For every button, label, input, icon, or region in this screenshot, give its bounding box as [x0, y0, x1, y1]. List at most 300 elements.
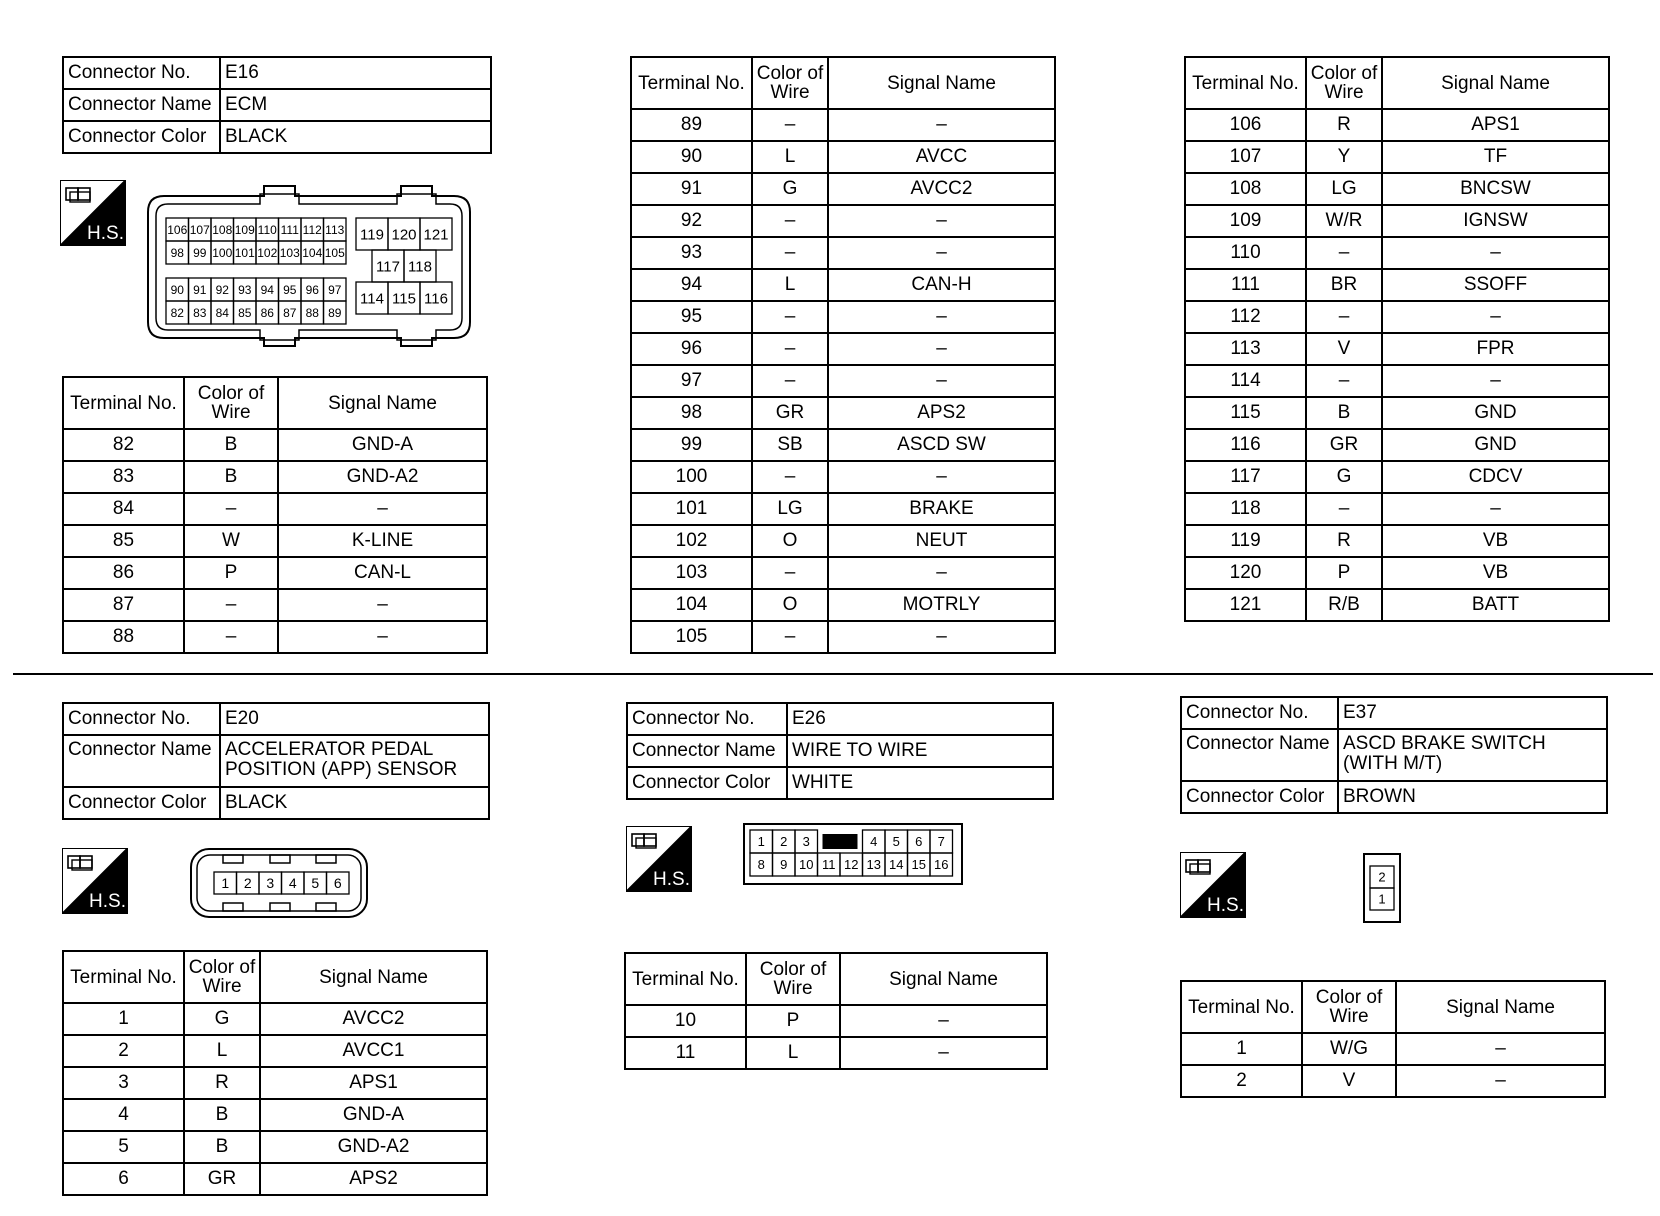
pin-number: 115	[392, 290, 416, 308]
table-row	[625, 1005, 1047, 1037]
wire-color-cell: BR	[1306, 269, 1382, 301]
wire-color-cell: SB	[752, 429, 828, 461]
pin-number: 111	[280, 222, 299, 237]
terminal-cell: 5	[63, 1131, 184, 1163]
wire-color-cell: Y	[1306, 141, 1382, 173]
pin-number: 11	[822, 857, 836, 873]
signal-name-cell: VB	[1382, 525, 1609, 557]
terminal-cell: 82	[63, 429, 184, 461]
table-row	[1185, 557, 1609, 589]
e16-table-3	[1184, 56, 1610, 622]
terminal-cell: 113	[1185, 333, 1306, 365]
pin-number: 2	[243, 875, 252, 892]
pin-number: 3	[266, 875, 275, 892]
signal-name-cell: BNCSW	[1382, 173, 1609, 205]
e20-connector-name: ACCELERATOR PEDAL POSITION (APP) SENSOR	[220, 735, 489, 787]
signal-name-cell: GND-A2	[278, 461, 487, 493]
e16-connector-color: BLACK	[220, 121, 491, 153]
hs-icon	[62, 848, 128, 914]
signal-name-header: Signal Name	[1396, 981, 1605, 1033]
signal-name-cell: GND-A2	[260, 1131, 487, 1163]
terminal-cell: 92	[631, 205, 752, 237]
table-row	[1185, 525, 1609, 557]
pin-number: 104	[302, 245, 323, 260]
pin-number: 89	[328, 305, 342, 320]
table-row	[63, 1067, 487, 1099]
terminal-cell: 91	[631, 173, 752, 205]
signal-name-cell: –	[828, 237, 1055, 269]
terminal-cell: 85	[63, 525, 184, 557]
e37-pin-column	[1370, 866, 1394, 910]
signal-name-cell: –	[1396, 1033, 1605, 1065]
wire-color-cell: R/B	[1306, 589, 1382, 621]
wire-color-cell: V	[1302, 1065, 1396, 1097]
e16-table-2-body	[631, 109, 1055, 653]
signal-name-cell: GND-A	[260, 1099, 487, 1131]
signal-name-cell: –	[840, 1037, 1047, 1069]
wire-color-cell: P	[746, 1005, 840, 1037]
pin-number: 114	[360, 290, 384, 308]
wire-color-cell: LG	[1306, 173, 1382, 205]
table-row	[1185, 269, 1609, 301]
e20-connector-diagram	[188, 846, 372, 920]
table-row	[631, 493, 1055, 525]
connector-name-label: Connector Name	[627, 735, 787, 767]
terminal-cell: 112	[1185, 301, 1306, 333]
wire-color-cell: –	[1306, 493, 1382, 525]
connector-no-label: Connector No.	[63, 703, 220, 735]
wire-color-cell: L	[746, 1037, 840, 1069]
terminal-cell: 84	[63, 493, 184, 525]
wire-color-cell: W/R	[1306, 205, 1382, 237]
terminal-cell: 118	[1185, 493, 1306, 525]
pin-number: 1	[221, 875, 230, 892]
wire-color-cell: R	[1306, 109, 1382, 141]
wire-color-cell: G	[184, 1003, 260, 1035]
e16-table-2	[630, 56, 1056, 654]
table-row	[631, 365, 1055, 397]
table-row	[63, 1099, 487, 1131]
signal-name-cell: IGNSW	[1382, 205, 1609, 237]
signal-name-cell: APS2	[828, 397, 1055, 429]
color-of-wire-header: Color of Wire	[184, 377, 278, 429]
e20-connector-no: E20	[220, 703, 489, 735]
table-row	[631, 141, 1055, 173]
signal-name-cell: CDCV	[1382, 461, 1609, 493]
pin-number: 95	[283, 282, 297, 297]
signal-name-cell: FPR	[1382, 333, 1609, 365]
terminal-cell: 98	[631, 397, 752, 429]
terminal-cell: 108	[1185, 173, 1306, 205]
e37-info-table	[1180, 696, 1608, 814]
e37-connector-diagram	[1362, 852, 1402, 924]
terminal-cell: 90	[631, 141, 752, 173]
table-row	[631, 205, 1055, 237]
wire-color-cell: B	[184, 1099, 260, 1131]
wire-color-cell: –	[752, 621, 828, 653]
pin-number: 12	[844, 857, 859, 873]
pin-number: 96	[305, 282, 319, 297]
signal-name-cell: SSOFF	[1382, 269, 1609, 301]
connector-no-label: Connector No.	[1181, 697, 1338, 729]
wire-color-cell: R	[1306, 525, 1382, 557]
wire-color-cell: GR	[1306, 429, 1382, 461]
pin-number: 90	[170, 282, 184, 297]
pin-number: 98	[170, 245, 184, 260]
terminal-cell: 107	[1185, 141, 1306, 173]
terminal-no-header: Terminal No.	[1181, 981, 1302, 1033]
table-row	[63, 557, 487, 589]
connector-name-label: Connector Name	[63, 735, 220, 787]
signal-name-cell: –	[1382, 365, 1609, 397]
pin-number: 116	[424, 290, 448, 308]
pin-number: 6	[333, 875, 342, 892]
signal-name-cell: GND	[1382, 429, 1609, 461]
signal-name-cell: –	[828, 461, 1055, 493]
wire-color-cell: GR	[752, 397, 828, 429]
table-row	[63, 1131, 487, 1163]
signal-name-cell: –	[278, 621, 487, 653]
signal-name-cell: MOTRLY	[828, 589, 1055, 621]
pin-number: 113	[325, 222, 345, 237]
pin-number: 5	[892, 834, 900, 850]
pin-number: 97	[328, 282, 342, 297]
wire-color-cell: –	[184, 493, 278, 525]
table-row	[1185, 237, 1609, 269]
signal-name-cell: NEUT	[828, 525, 1055, 557]
table-row	[1185, 173, 1609, 205]
pin-number: 10	[799, 857, 814, 873]
wire-color-cell: O	[752, 525, 828, 557]
connector-no-label: Connector No.	[63, 57, 220, 89]
signal-name-cell: BRAKE	[828, 493, 1055, 525]
terminal-no-header: Terminal No.	[63, 951, 184, 1003]
pin-number: 94	[260, 282, 274, 297]
wire-color-cell: –	[184, 589, 278, 621]
pin-number: 7	[937, 834, 945, 850]
table-row	[1185, 333, 1609, 365]
table-row	[1185, 461, 1609, 493]
terminal-cell: 110	[1185, 237, 1306, 269]
terminal-cell: 2	[1181, 1065, 1302, 1097]
hs-label: H.S.	[89, 891, 126, 912]
pin-number: 102	[257, 245, 278, 260]
table-row	[631, 269, 1055, 301]
pin-number: 82	[170, 305, 184, 320]
table-row	[631, 525, 1055, 557]
pin-number: 6	[915, 834, 923, 850]
table-row	[1181, 1033, 1605, 1065]
terminal-cell: 106	[1185, 109, 1306, 141]
terminal-cell: 1	[63, 1003, 184, 1035]
terminal-cell: 104	[631, 589, 752, 621]
wire-color-cell: –	[752, 365, 828, 397]
hs-label: H.S.	[1207, 895, 1244, 916]
table-row	[63, 493, 487, 525]
terminal-no-header: Terminal No.	[631, 57, 752, 109]
signal-name-cell: CAN-L	[278, 557, 487, 589]
signal-name-cell: –	[840, 1005, 1047, 1037]
table-row	[1181, 1065, 1605, 1097]
connector-color-label: Connector Color	[63, 787, 220, 819]
table-row	[63, 1163, 487, 1195]
table-row	[1185, 205, 1609, 237]
terminal-cell: 96	[631, 333, 752, 365]
pin-number: 119	[360, 226, 384, 244]
terminal-cell: 10	[625, 1005, 746, 1037]
terminal-cell: 93	[631, 237, 752, 269]
wire-color-cell: L	[752, 141, 828, 173]
signal-name-cell: –	[828, 205, 1055, 237]
signal-name-cell: –	[828, 301, 1055, 333]
connector-name-label: Connector Name	[1181, 729, 1338, 781]
pin-number: 88	[305, 305, 319, 320]
wire-color-cell: B	[184, 429, 278, 461]
signal-name-cell: –	[828, 557, 1055, 589]
pin-number: 99	[193, 245, 207, 260]
table-row	[631, 621, 1055, 653]
terminal-cell: 115	[1185, 397, 1306, 429]
wire-color-cell: –	[752, 461, 828, 493]
signal-name-header: Signal Name	[260, 951, 487, 1003]
wire-color-cell: LG	[752, 493, 828, 525]
terminal-cell: 105	[631, 621, 752, 653]
signal-name-header: Signal Name	[1382, 57, 1609, 109]
e26-pin-grid	[750, 830, 953, 876]
pin-number: 93	[238, 282, 252, 297]
terminal-cell: 3	[63, 1067, 184, 1099]
e37-table	[1180, 980, 1606, 1098]
pin-number: 100	[212, 245, 233, 260]
table-row	[63, 589, 487, 621]
hs-icon	[60, 180, 126, 246]
terminal-cell: 11	[625, 1037, 746, 1069]
signal-name-cell: –	[278, 493, 487, 525]
signal-name-cell: –	[828, 109, 1055, 141]
table-row	[63, 429, 487, 461]
wire-color-cell: B	[184, 461, 278, 493]
pin-number: 101	[234, 245, 255, 260]
terminal-cell: 1	[1181, 1033, 1302, 1065]
e26-table	[624, 952, 1048, 1070]
signal-name-cell: AVCC2	[828, 173, 1055, 205]
terminal-cell: 120	[1185, 557, 1306, 589]
wire-color-cell: L	[184, 1035, 260, 1067]
e37-table-body	[1181, 1033, 1605, 1097]
terminal-no-header: Terminal No.	[625, 953, 746, 1005]
connector-no-label: Connector No.	[627, 703, 787, 735]
pin-number: 16	[934, 857, 949, 873]
table-row	[631, 333, 1055, 365]
wire-color-cell: P	[1306, 557, 1382, 589]
terminal-cell: 109	[1185, 205, 1306, 237]
signal-name-cell: VB	[1382, 557, 1609, 589]
e26-connector-no: E26	[787, 703, 1053, 735]
signal-name-cell: AVCC2	[260, 1003, 487, 1035]
e20-table-body	[63, 1003, 487, 1195]
color-of-wire-header: Color of Wire	[1302, 981, 1396, 1033]
wire-color-cell: P	[184, 557, 278, 589]
signal-name-cell: –	[1382, 301, 1609, 333]
pin-number: 14	[889, 857, 904, 873]
pin-number: 85	[238, 305, 252, 320]
terminal-no-header: Terminal No.	[1185, 57, 1306, 109]
terminal-cell: 6	[63, 1163, 184, 1195]
signal-name-cell: AVCC	[828, 141, 1055, 173]
e16-connector-no: E16	[220, 57, 491, 89]
pin-number: 118	[408, 258, 432, 276]
table-row	[631, 557, 1055, 589]
table-row	[1185, 109, 1609, 141]
section-divider	[13, 673, 1653, 675]
e26-connector-color: WHITE	[787, 767, 1053, 799]
wire-color-cell: G	[1306, 461, 1382, 493]
terminal-cell: 88	[63, 621, 184, 653]
wire-color-cell: –	[752, 109, 828, 141]
terminal-cell: 95	[631, 301, 752, 333]
pin-number: 1	[1378, 891, 1386, 907]
terminal-cell: 117	[1185, 461, 1306, 493]
keyway-block	[823, 834, 858, 849]
pin-number: 4	[288, 875, 297, 892]
table-row	[631, 429, 1055, 461]
wire-color-cell: B	[1306, 397, 1382, 429]
pin-number: 86	[260, 305, 274, 320]
terminal-cell: 86	[63, 557, 184, 589]
pin-number: 92	[215, 282, 229, 297]
hs-label: H.S.	[87, 223, 124, 244]
signal-name-cell: –	[828, 621, 1055, 653]
table-row	[631, 461, 1055, 493]
e16-pin-grid	[166, 218, 452, 324]
wire-color-cell: W	[184, 525, 278, 557]
wire-color-cell: L	[752, 269, 828, 301]
pin-number: 91	[193, 282, 207, 297]
table-row	[63, 621, 487, 653]
pin-number: 3	[802, 834, 810, 850]
pin-number: 110	[257, 222, 277, 237]
connector-color-label: Connector Color	[63, 121, 220, 153]
table-row	[631, 109, 1055, 141]
e16-info-table	[62, 56, 492, 154]
terminal-cell: 83	[63, 461, 184, 493]
pin-number: 105	[324, 245, 345, 260]
e16-table-1	[62, 376, 488, 654]
signal-name-cell: GND	[1382, 397, 1609, 429]
color-of-wire-header: Color of Wire	[746, 953, 840, 1005]
signal-name-cell: ASCD SW	[828, 429, 1055, 461]
wire-color-cell: R	[184, 1067, 260, 1099]
wire-color-cell: –	[752, 237, 828, 269]
signal-name-cell: GND-A	[278, 429, 487, 461]
color-of-wire-header: Color of Wire	[1306, 57, 1382, 109]
pin-number: 8	[757, 857, 765, 873]
pin-number: 5	[311, 875, 320, 892]
e16-connector-diagram	[144, 180, 484, 354]
e37-connector-no: E37	[1338, 697, 1607, 729]
e16-table-1-body	[63, 429, 487, 653]
signal-name-cell: TF	[1382, 141, 1609, 173]
signal-name-cell: –	[1382, 237, 1609, 269]
terminal-cell: 97	[631, 365, 752, 397]
pin-number: 15	[911, 857, 926, 873]
wire-color-cell: B	[184, 1131, 260, 1163]
e20-connector-color: BLACK	[220, 787, 489, 819]
connector-color-label: Connector Color	[627, 767, 787, 799]
connector-name-label: Connector Name	[63, 89, 220, 121]
terminal-cell: 111	[1185, 269, 1306, 301]
table-row	[631, 237, 1055, 269]
pin-number: 9	[780, 857, 788, 873]
wire-color-cell: –	[1306, 365, 1382, 397]
table-row	[1185, 365, 1609, 397]
terminal-cell: 116	[1185, 429, 1306, 461]
terminal-cell: 102	[631, 525, 752, 557]
terminal-cell: 99	[631, 429, 752, 461]
table-row	[1185, 493, 1609, 525]
wire-color-cell: G	[752, 173, 828, 205]
pin-number: 112	[302, 222, 322, 237]
wire-color-cell: –	[752, 557, 828, 589]
table-row	[631, 301, 1055, 333]
terminal-cell: 94	[631, 269, 752, 301]
signal-name-header: Signal Name	[840, 953, 1047, 1005]
pin-number: 117	[376, 258, 400, 276]
pin-number: 103	[279, 245, 300, 260]
e16-connector-name: ECM	[220, 89, 491, 121]
signal-name-cell: APS1	[1382, 109, 1609, 141]
e26-table-body	[625, 1005, 1047, 1069]
pin-number: 87	[283, 305, 297, 320]
table-row	[631, 173, 1055, 205]
pin-number: 108	[212, 222, 233, 237]
wire-color-cell: –	[752, 205, 828, 237]
wire-color-cell: O	[752, 589, 828, 621]
hs-icon	[1180, 852, 1246, 918]
table-row	[631, 397, 1055, 429]
pin-number: 109	[234, 222, 255, 237]
wire-color-cell: V	[1306, 333, 1382, 365]
pin-number: 13	[866, 857, 881, 873]
e37-connector-color: BROWN	[1338, 781, 1607, 813]
pin-number: 1	[757, 834, 765, 850]
color-of-wire-header: Color of Wire	[752, 57, 828, 109]
terminal-cell: 114	[1185, 365, 1306, 397]
terminal-cell: 119	[1185, 525, 1306, 557]
signal-name-cell: –	[278, 589, 487, 621]
signal-name-cell: BATT	[1382, 589, 1609, 621]
table-row	[63, 461, 487, 493]
connector-color-label: Connector Color	[1181, 781, 1338, 813]
wire-color-cell: –	[752, 301, 828, 333]
signal-name-header: Signal Name	[828, 57, 1055, 109]
terminal-cell: 100	[631, 461, 752, 493]
hs-label: H.S.	[653, 869, 690, 890]
pin-number: 107	[189, 222, 210, 237]
pin-number: 121	[423, 226, 449, 244]
table-row	[63, 1003, 487, 1035]
pin-number: 84	[215, 305, 229, 320]
signal-name-cell: –	[1396, 1065, 1605, 1097]
e20-pin-row	[214, 872, 349, 894]
terminal-cell: 87	[63, 589, 184, 621]
e37-connector-name: ASCD BRAKE SWITCH (WITH M/T)	[1338, 729, 1607, 781]
wire-color-cell: –	[1306, 301, 1382, 333]
wire-color-cell: –	[1306, 237, 1382, 269]
pin-number: 2	[780, 834, 788, 850]
table-row	[631, 589, 1055, 621]
table-row	[1185, 141, 1609, 173]
